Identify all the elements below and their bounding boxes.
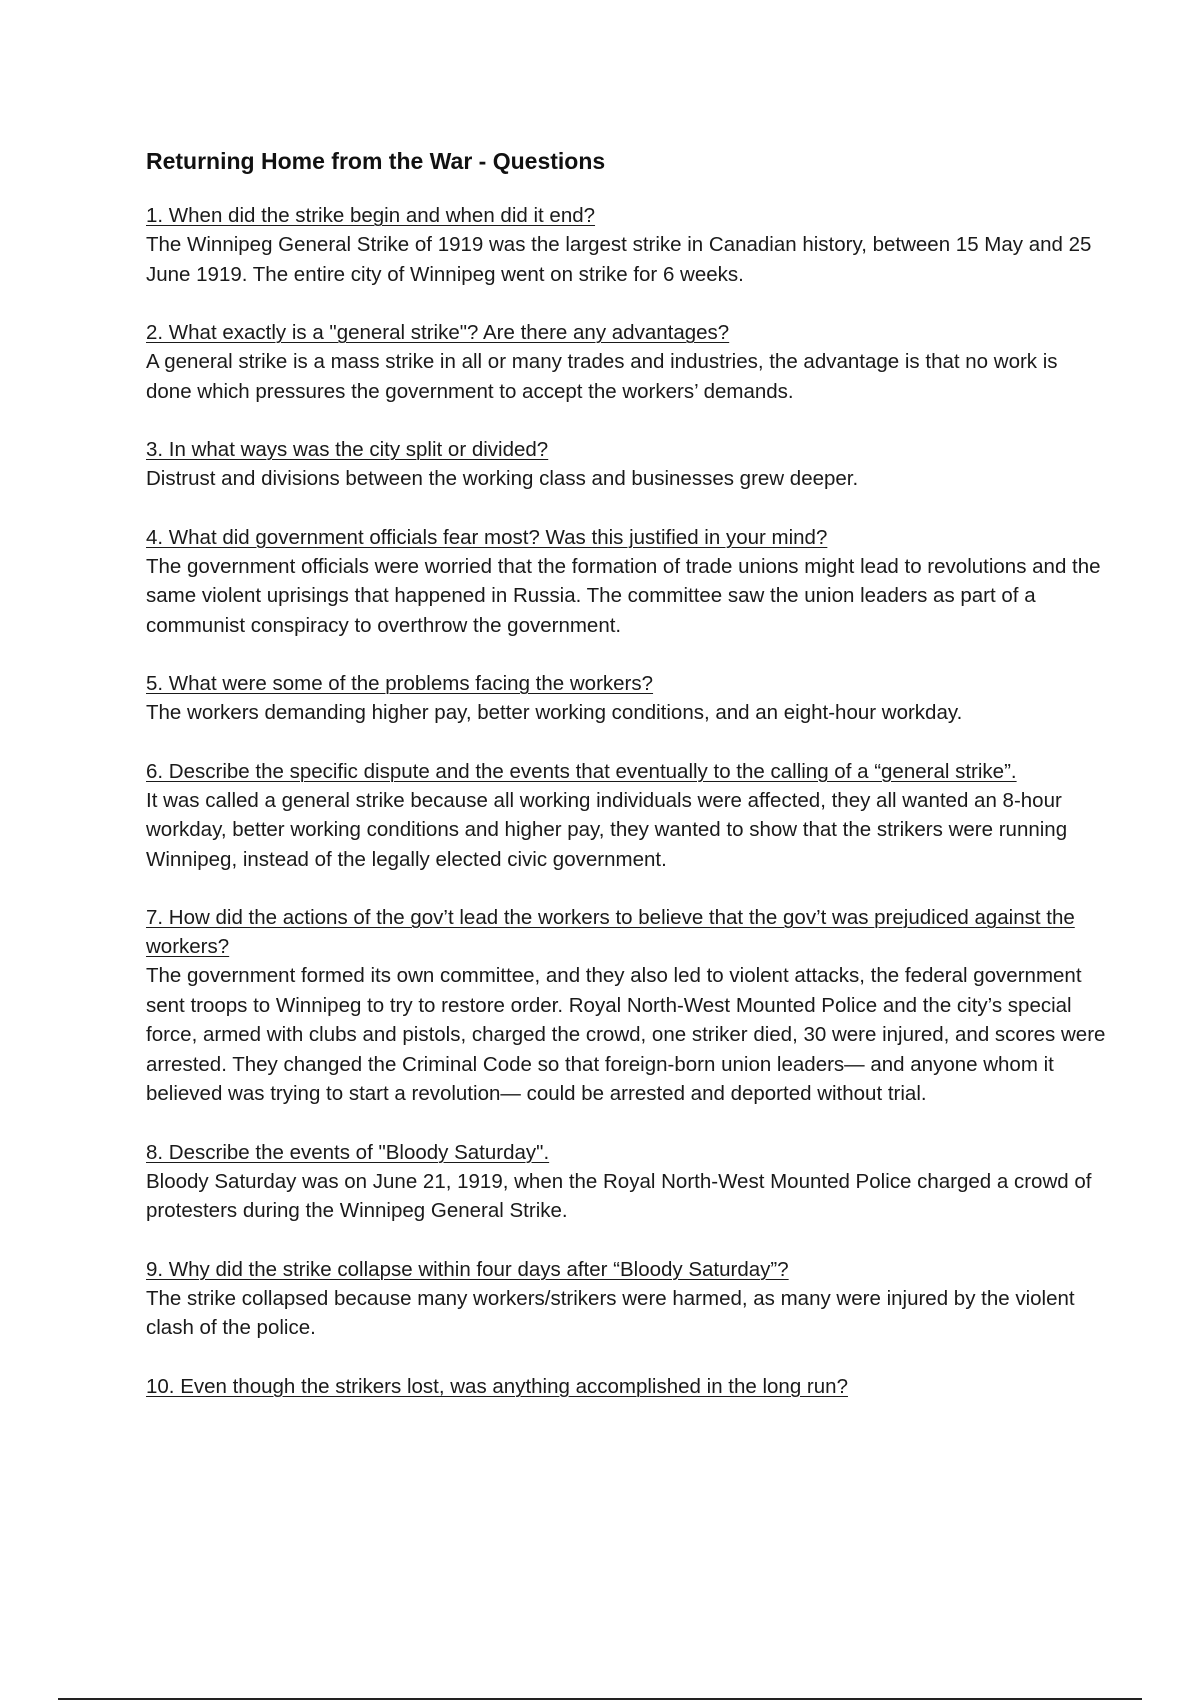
question-7: 7. How did the actions of the gov’t lead the workers to believe that the gov’t was prejudiced against the workers? bbox=[146, 906, 1075, 958]
qa-item-4 bbox=[146, 523, 1106, 641]
answer-6: It was called a general strike because all working individuals were affected, they all wanted an 8-hour workday, better working conditions and higher pay, they wanted to show that the strikers were running Winnipeg, instead of the legally elected civic government. bbox=[146, 788, 1068, 871]
answer-8: Bloody Saturday was on June 21, 1919, when the Royal North-West Mounted Police charged a crowd of protesters during the Winnipeg General Strike. bbox=[146, 1169, 1092, 1222]
question-9: 9. Why did the strike collapse within four days after “Bloody Saturday”? bbox=[146, 1257, 789, 1281]
qa-item-2 bbox=[146, 318, 1106, 406]
document-page bbox=[146, 144, 1106, 1430]
answer-1: The Winnipeg General Strike of 1919 was the largest strike in Canadian history, between 15 May and 25 June 1919. The entire city of Winnipeg went on strike for 6 weeks. bbox=[146, 233, 1092, 286]
qa-item-10 bbox=[146, 1372, 1106, 1401]
answer-7: The government formed its own committee, and they also led to violent attacks, the federal government sent troops to Winnipeg to try to restore order. Royal North-West Mounted Police and the city’s special force, armed with clubs and pistols, charged the crowd, one striker died, 30 were injured, and scores were arrested. They changed the Criminal Code so that foreign-born union leaders— and anyone whom it believed was trying to start a revolution— could be arrested and deported without trial. bbox=[146, 964, 1106, 1105]
answer-4: The government officials were worried that the formation of trade unions might lead to revolutions and the same violent uprisings that happened in Russia. The committee saw the union leaders as part of a communist conspiracy to overthrow the government. bbox=[146, 554, 1101, 637]
question-1: 1. When did the strike begin and when did it end? bbox=[146, 204, 596, 227]
question-5: 5. What were some of the problems facing the workers? bbox=[146, 672, 654, 695]
question-6: 6. Describe the specific dispute and the events that eventually to the calling of a “general strike”. bbox=[146, 759, 1017, 783]
qa-item-8 bbox=[146, 1138, 1106, 1226]
qa-item-9 bbox=[146, 1255, 1106, 1343]
qa-item-5 bbox=[146, 669, 1106, 728]
qa-item-3 bbox=[146, 435, 1106, 494]
page-title: Returning Home from the War - Questions bbox=[146, 148, 606, 174]
question-2: 2. What exactly is a "general strike"? Are there any advantages? bbox=[146, 321, 730, 344]
qa-item-7 bbox=[146, 903, 1106, 1109]
question-4: 4. What did government officials fear most? Was this justified in your mind? bbox=[146, 525, 828, 549]
answer-2: A general strike is a mass strike in all or many trades and industries, the advantage is that no work is done which pressures the government to accept the workers’ demands. bbox=[146, 350, 1058, 403]
answer-9: The strike collapsed because many workers/strikers were harmed, as many were injured by the violent clash of the police. bbox=[146, 1286, 1075, 1339]
question-3: 3. In what ways was the city split or divided? bbox=[146, 438, 549, 461]
question-8: 8. Describe the events of "Bloody Saturday". bbox=[146, 1140, 550, 1164]
answer-5: The workers demanding higher pay, better working conditions, and an eight-hour workday. bbox=[146, 701, 963, 724]
question-10: 10. Even though the strikers lost, was anything accomplished in the long run? bbox=[146, 1374, 848, 1398]
answer-3: Distrust and divisions between the working class and businesses grew deeper. bbox=[146, 467, 859, 490]
qa-item-6 bbox=[146, 757, 1106, 875]
qa-item-1 bbox=[146, 201, 1106, 289]
